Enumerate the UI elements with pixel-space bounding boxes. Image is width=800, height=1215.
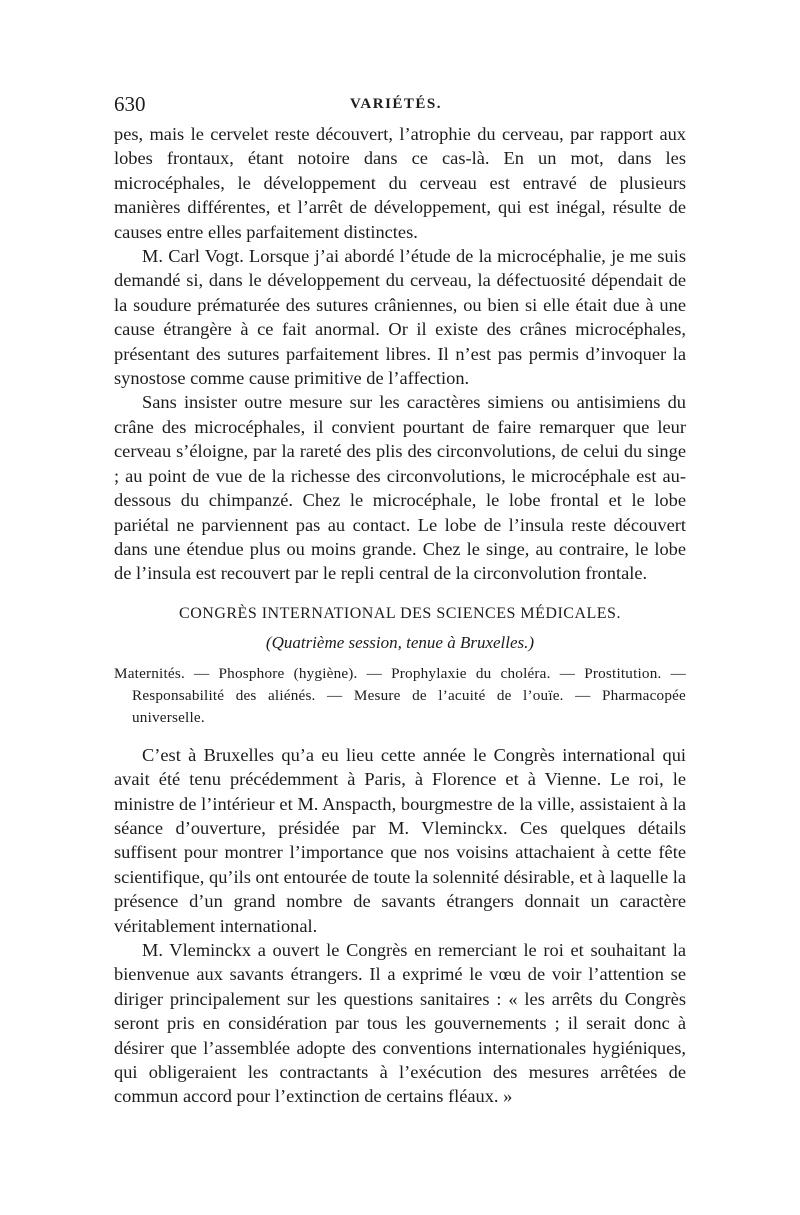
paragraph-vleminckx: M. Vleminckx a ouvert le Congrès en remerciant le roi et souhaitant la bienvenue aux savants étrangers. Il a exprimé le vœu de voir l’attention se diriger principalement sur les questions sanitaires : « les arrêts du Congrès seront pris en considération par tous les gouvernements ; il serait donc à désirer que l’assemblée adopte des conventions internationales hygiéniques, qui obligeraient les contractants à l’exécution des mesures arrêtées de commun accord pour l’extinction de certains fléaux. » bbox=[114, 939, 686, 1107]
running-title: VARIÉTÉS. bbox=[350, 96, 443, 112]
page-number: 630 bbox=[114, 92, 146, 116]
paragraph-carl-vogt: M. Carl Vogt. Lorsque j’ai abordé l’étude de la microcéphalie, je me suis demandé si, dans le développement du cerveau, la défectuosité dépendait de la soudure prématurée des sutures crâniennes, ou bien si elle était due à une cause étrangère à ce fait anormal. Or il existe des crânes microcéphales, présentant des sutures parfaitement libres. Il n’est pas permis d’invoquer la synostose comme cause primitive de l’affection. bbox=[114, 246, 686, 389]
section-summary-block bbox=[114, 663, 686, 729]
paragraph-continuation: pes, mais le cervelet reste découvert, l’atrophie du cerveau, par rapport aux lobes frontaux, étant notoire dans ce cas-là. En un mot, dans les microcéphales, le développement du cerveau est entravé de plusieurs manières différentes, et l’arrêt de développement, qui est inégal, résulte de causes entre elles parfaitement distinctes. bbox=[114, 124, 686, 242]
paragraph-simiens: Sans insister outre mesure sur les caractères simiens ou antisimiens du crâne des microcéphales, il convient pourtant de faire remarquer que leur cerveau s’éloigne, par la rareté des plis des circonvolutions, de celui du singe ; au point de vue de la richesse des circonvolutions, le microcéphale est au-dessous du chimpanzé. Chez le microcéphale, le lobe frontal et le lobe pariétal ne parviennent pas au contact. Le lobe de l’insula reste découvert dans une étendue plus ou moins grande. Chez le singe, au contraire, le lobe de l’insula est recouvert par le repli central de la circonvolution frontale. bbox=[114, 392, 686, 584]
book-page bbox=[114, 92, 686, 1109]
section-subtitle: (Quatrième session, tenue à Bruxelles.) bbox=[265, 632, 535, 652]
section-summary: Maternités. — Phosphore (hygiène). — Prophylaxie du choléra. — Prostitution. — Responsabilité des aliénés. — Mesure de l’acuité de l’ouïe. — Pharmacopée universelle. bbox=[114, 664, 686, 726]
section-heading: CONGRÈS INTERNATIONAL DES SCIENCES MÉDICALES. bbox=[179, 604, 621, 622]
paragraph-bruxelles: C’est à Bruxelles qu’a eu lieu cette année le Congrès international qui avait été tenu précédemment à Paris, à Florence et à Vienne. Le roi, le ministre de l’intérieur et M. Anspacth, bourgmestre de la ville, assistaient à la séance d’ouverture, présidée par M. Vleminckx. Ces quelques détails suffisent pour montrer l’importance que nos voisins attachaient à cette fête scientifique, qu’ils ont entourée de toute la solennité désirable, et à laquelle la présence d’un grand nombre de savants étrangers donnait un caractère véritablement international. bbox=[114, 744, 686, 936]
running-head bbox=[114, 92, 686, 122]
